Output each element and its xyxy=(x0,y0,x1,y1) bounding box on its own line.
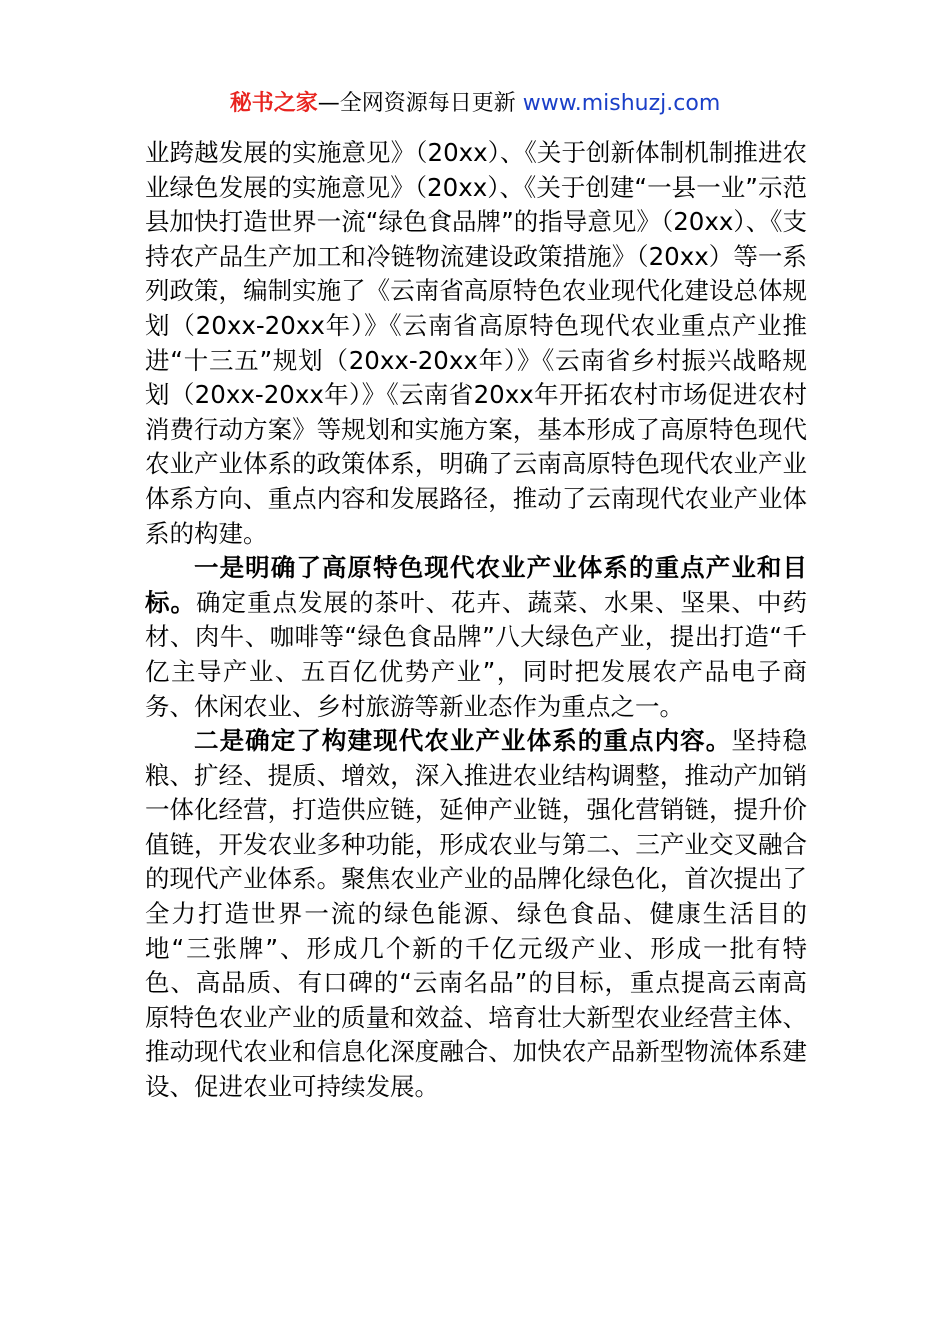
paragraph-policies: 业跨越发展的实施意见》（20xx）、《关于创新体制机制推进农业绿色发展的实施意见》（20xx）、《关于创建“一县一业”示范县加快打造世界一流“绿色食品牌”的指导意见》（20xx）、《支持农产品生产加工和冷链物流建设政策措施》（20xx）等一系列政策，编制实施了《云南省高原特色农业现代化建设总体规划（20xx-20xx年）》《云南省高原特色现代农业重点产业推进“十三五”规划（20xx-20xx年）》《云南省乡村振兴战略规划（20xx-20xx年）》《云南省20xx年开拓农村市场促进农村消费行动方案》等规划和实施方案，基本形成了高原特色现代农业产业体系的政策体系，明确了云南高原特色现代农业产业体系方向、重点内容和发展路径，推动了云南现代农业产业体系的构建。 xyxy=(145,138,807,548)
document-body xyxy=(145,136,807,1105)
header-tagline: —全网资源每日更新 xyxy=(317,91,523,116)
paragraph-text-key-content: 坚持稳粮、扩经、提质、增效，深入推进农业结构调整，推动产加销一体化经营，打造供应链，延伸产业链，强化营销链，提升价值链，开发农业多种功能，形成农业与第二、三产业交叉融合的现代产业体系。聚焦农业产业的品牌化绿色化，首次提出了全力打造世界一流的绿色能源、绿色食品、健康生活目的地“三张牌”、形成几个新的千亿元级产业、形成一批有特色、高品质、有口碑的“云南名品”的目标，重点提高云南高原特色农业产业的质量和效益、培育壮大新型农业经营主体、推动现代农业和信息化深度融合、加快农产品新型物流体系建设、促进农业可持续发展。 xyxy=(145,726,808,1102)
paragraph-heading-key-industries: 一是明确了高原特色现代农业产业体系的重点产业和目标。 xyxy=(145,553,807,617)
paragraph-key-industries xyxy=(145,551,807,724)
paragraph-text-key-industries: 确定重点发展的茶叶、花卉、蔬菜、水果、坚果、中药材、肉牛、咖啡等“绿色食品牌”八大绿色产业，提出打造“千亿主导产业、五百亿优势产业”，同时把发展农产品电子商务、休闲农业、乡村旅游等新业态作为重点之一。 xyxy=(145,587,807,721)
site-header xyxy=(0,86,950,122)
site-url-link[interactable]: www.mishuzj.com xyxy=(522,91,721,116)
brand-name: 秘书之家 xyxy=(229,91,318,116)
paragraph-heading-key-content: 二是确定了构建现代农业产业体系的重点内容。 xyxy=(194,726,732,756)
paragraph-key-content xyxy=(145,724,807,1105)
